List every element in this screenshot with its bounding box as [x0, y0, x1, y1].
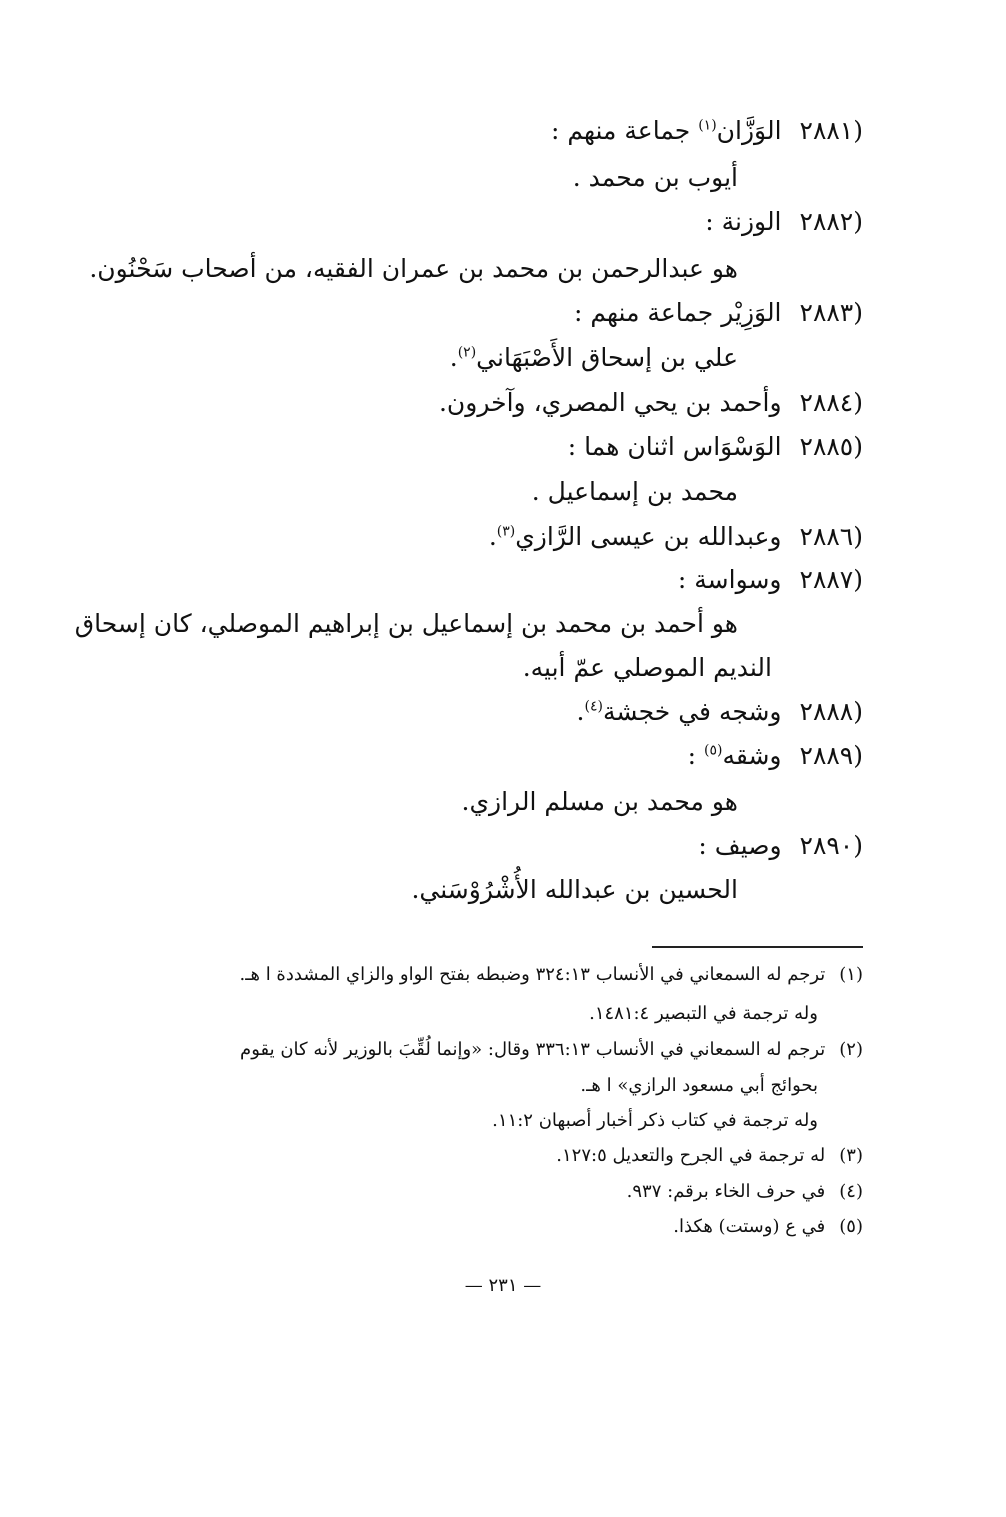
- entry-number: (٢٨٨٥: [799, 432, 863, 461]
- entry-2888: [577, 695, 863, 729]
- footnote-marker: (١): [698, 117, 717, 134]
- entry-heading: وأحمد بن يحي المصري، وآخرون.: [438, 388, 782, 417]
- entry-heading: الوزنة :: [705, 207, 782, 236]
- entry-text-content: محمد بن إسماعيل .: [531, 477, 738, 506]
- entry-2887: [678, 563, 863, 597]
- entry-text: [573, 161, 738, 195]
- entry-number: (٢٨٨٤: [799, 388, 863, 417]
- entry-heading: الوَزِيْر جماعة منهم :: [574, 298, 782, 327]
- entry-2889: [688, 739, 863, 773]
- footnote-text: ترجم له السمعاني في الأنساب ٣٢٤:١٣ وضبطه بفتح الواو والزاي المشددة ا هـ.: [239, 964, 826, 985]
- entry-text-content: أيوب بن محمد .: [572, 163, 738, 192]
- entry-number: (٢٨٨٨: [799, 697, 863, 726]
- entry-heading-tail: جماعة منهم :: [550, 116, 691, 145]
- footnote-number: (٣): [839, 1145, 863, 1166]
- entry-text-content: هو عبدالرحمن بن محمد بن عمران الفقيه، من أصحاب سَحْنُون.: [89, 254, 738, 283]
- entry-text-content: علي بن إسحاق الأَصْبَهَاني: [476, 343, 738, 372]
- footnote-number: (٤): [839, 1181, 863, 1202]
- footnote-number: (٢): [839, 1039, 863, 1060]
- footnote-text: وله ترجمة في كتاب ذكر أخبار أصبهان ١١:٢.: [492, 1110, 818, 1131]
- footnote-text: بحوائج أبي مسعود الرازي» ا هـ.: [580, 1075, 818, 1096]
- entry-number: (٢٨٨٧: [799, 565, 863, 594]
- footnote-separator: [652, 946, 863, 948]
- footnote-text: ترجم له السمعاني في الأنساب ٣٣٦:١٣ وقال: «وإنما لُقِّبَ بالوزير لأنه كان يقوم: [240, 1039, 826, 1060]
- footnote-2-continued: [492, 1108, 818, 1134]
- footnote-marker: (٤): [584, 698, 603, 715]
- entry-heading: وصيف :: [698, 831, 782, 860]
- footnote-1-continued: [589, 1001, 818, 1027]
- entry-heading-tail: .: [576, 697, 585, 726]
- entry-number: (٢٨٨٩: [799, 741, 863, 770]
- entry-heading: الوَسْوَاس اثنان هما :: [567, 432, 782, 461]
- entry-text-content: هو محمد بن مسلم الرازي.: [461, 787, 738, 816]
- entry-number: (٢٨٩٠: [799, 831, 863, 860]
- entry-number: (٢٨٨٦: [799, 522, 863, 551]
- entry-heading: الوَزَّان: [716, 116, 782, 145]
- footnote-text: وله ترجمة في التبصير ١٤٨١:٤.: [589, 1003, 818, 1024]
- footnote-2: [240, 1037, 863, 1063]
- entry-text-content: الحسين بن عبدالله الأُشْرُوْسَني.: [411, 875, 738, 904]
- footnote-number: (١): [839, 964, 863, 985]
- entry-heading: وشقه: [722, 741, 782, 770]
- entry-2890: [698, 829, 863, 863]
- entry-2884: [439, 386, 863, 420]
- entry-number: (٢٨٨٢: [799, 207, 863, 236]
- entry-text-tail: .: [449, 343, 458, 372]
- footnote-marker: (٥): [703, 742, 723, 759]
- entry-text: [532, 475, 738, 509]
- entry-text: [411, 873, 738, 907]
- footnote-marker: (٣): [496, 523, 516, 540]
- footnote-1: [240, 962, 864, 988]
- entry-text: [450, 341, 738, 375]
- entry-heading: وعبدالله بن عيسى الرَّازي: [515, 522, 782, 551]
- entry-text: [89, 252, 738, 286]
- footnote-5: [673, 1214, 863, 1240]
- entry-text-content: هو أحمد بن محمد بن إسماعيل بن إبراهيم الموصلي، كان إسحاق: [74, 609, 738, 638]
- entry-text: [462, 785, 738, 819]
- entry-heading-tail: .: [488, 522, 497, 551]
- footnote-text: في حرف الخاء برقم: ٩٣٧.: [626, 1181, 826, 1202]
- entry-heading: وسواسة :: [677, 565, 782, 594]
- entry-number: (٢٨٨١: [799, 116, 863, 145]
- footnote-4: [627, 1179, 863, 1205]
- page-number: — ٢٣١ —: [464, 1275, 542, 1296]
- footnote-3: [556, 1143, 863, 1169]
- entry-heading-tail: :: [687, 741, 704, 770]
- entry-text-content: النديم الموصلي عمّ أبيه.: [522, 653, 772, 682]
- entry-2882: [705, 205, 863, 239]
- entry-heading: وشجه في خجشة: [602, 697, 782, 726]
- footnote-number: (٥): [839, 1216, 863, 1237]
- entry-number: (٢٨٨٣: [799, 298, 863, 327]
- footnote-2-continued: [580, 1073, 818, 1099]
- entry-text: [75, 607, 738, 641]
- entry-2881: [551, 114, 863, 148]
- footnote-marker: (٢): [457, 344, 477, 361]
- footnote-text: في ع (وستت) هكذا.: [673, 1216, 826, 1237]
- entry-2883: [574, 296, 863, 330]
- entry-text-continued: [523, 651, 772, 685]
- entry-2885: [568, 430, 863, 464]
- entry-2886: [489, 520, 863, 554]
- footnote-text: له ترجمة في الجرح والتعديل ١٢٧:٥.: [556, 1145, 826, 1166]
